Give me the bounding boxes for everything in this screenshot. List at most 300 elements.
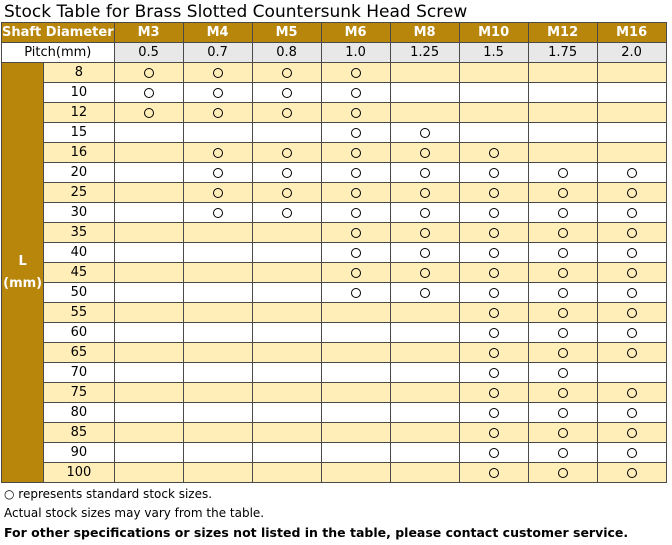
- stock-cell: [528, 123, 597, 143]
- stock-cell: [528, 343, 597, 363]
- pitch-label: Pitch(mm): [2, 43, 115, 63]
- stock-cell: [252, 203, 321, 223]
- stock-cell: [321, 183, 390, 203]
- stock-cell: [183, 303, 252, 323]
- stock-circle-icon: [489, 188, 499, 198]
- stock-circle-icon: [213, 68, 223, 78]
- stock-circle-icon: [489, 388, 499, 398]
- pitch-header-row: [2, 43, 667, 63]
- length-value: 65: [44, 343, 114, 363]
- stock-cell: [597, 403, 666, 423]
- disclaimer-note: Actual stock sizes may vary from the table.: [4, 506, 265, 520]
- stock-circle-icon: [558, 428, 568, 438]
- stock-cell: [597, 363, 666, 383]
- stock-circle-icon: [558, 468, 568, 478]
- stock-circle-icon: [351, 288, 361, 298]
- stock-circle-icon: [351, 68, 361, 78]
- stock-cell: [114, 383, 183, 403]
- size-header-m4: M4: [183, 23, 252, 43]
- stock-circle-icon: [627, 288, 637, 298]
- stock-cell: [597, 103, 666, 123]
- stock-cell: [459, 403, 528, 423]
- stock-cell: [528, 383, 597, 403]
- size-header-m12: M12: [528, 23, 597, 43]
- length-value: 55: [44, 303, 114, 323]
- stock-cell: [183, 283, 252, 303]
- stock-circle-icon: [489, 448, 499, 458]
- stock-cell: [321, 363, 390, 383]
- stock-cell: [183, 203, 252, 223]
- stock-circle-icon: [558, 248, 568, 258]
- length-value: 75: [44, 383, 114, 403]
- length-value: 8: [44, 63, 114, 83]
- stock-cell: [321, 103, 390, 123]
- stock-cell: [114, 83, 183, 103]
- stock-cell: [114, 183, 183, 203]
- stock-cell: [528, 363, 597, 383]
- page-title: Stock Table for Brass Slotted Countersunk Head Screw: [4, 2, 468, 22]
- stock-circle-icon: [420, 268, 430, 278]
- stock-cell: [459, 443, 528, 463]
- stock-cell: [321, 123, 390, 143]
- length-value: 16: [44, 143, 114, 163]
- stock-cell: [252, 343, 321, 363]
- stock-cell: [252, 383, 321, 403]
- pitch-value-m3: 0.5: [114, 43, 183, 63]
- stock-cell: [459, 123, 528, 143]
- stock-cell: [597, 443, 666, 463]
- stock-cell: [252, 223, 321, 243]
- stock-circle-icon: [282, 108, 292, 118]
- pitch-value-m5: 0.8: [252, 43, 321, 63]
- stock-circle-icon: [420, 288, 430, 298]
- stock-cell: [528, 63, 597, 83]
- stock-circle-icon: [489, 228, 499, 238]
- stock-cell: [252, 83, 321, 103]
- stock-circle-icon: [489, 428, 499, 438]
- stock-circle-icon: [144, 68, 154, 78]
- stock-circle-icon: [558, 448, 568, 458]
- stock-circle-icon: [558, 328, 568, 338]
- stock-cell: [183, 63, 252, 83]
- stock-circle-icon: [558, 368, 568, 378]
- stock-circle-icon: [213, 188, 223, 198]
- stock-cell: [528, 203, 597, 223]
- stock-cell: [390, 383, 459, 403]
- size-header-m3: M3: [114, 23, 183, 43]
- stock-cell: [321, 343, 390, 363]
- stock-cell: [114, 163, 183, 183]
- stock-circle-icon: [351, 88, 361, 98]
- stock-cell: [114, 243, 183, 263]
- stock-cell: [390, 103, 459, 123]
- stock-cell: [183, 363, 252, 383]
- stock-cell: [321, 463, 390, 483]
- stock-cell: [321, 143, 390, 163]
- pitch-value-m8: 1.25: [390, 43, 459, 63]
- stock-cell: [390, 283, 459, 303]
- stock-cell: [459, 203, 528, 223]
- stock-circle-icon: [558, 268, 568, 278]
- stock-circle-icon: [420, 208, 430, 218]
- table-row: [2, 423, 667, 443]
- table-row: [2, 103, 667, 123]
- stock-cell: [390, 303, 459, 323]
- table-row: [2, 303, 667, 323]
- stock-circle-icon: [420, 248, 430, 258]
- stock-cell: [459, 63, 528, 83]
- stock-cell: [321, 303, 390, 323]
- stock-cell: [528, 83, 597, 103]
- stock-cell: [114, 103, 183, 123]
- length-value: 45: [44, 263, 114, 283]
- length-value: 100: [44, 463, 114, 483]
- legend-note: ○ represents standard stock sizes.: [4, 487, 213, 501]
- stock-cell: [528, 223, 597, 243]
- stock-cell: [114, 303, 183, 323]
- stock-circle-icon: [420, 228, 430, 238]
- table-row: [2, 443, 667, 463]
- stock-cell: [114, 223, 183, 243]
- stock-cell: [390, 403, 459, 423]
- stock-cell: [459, 323, 528, 343]
- stock-cell: [183, 263, 252, 283]
- stock-circle-icon: [351, 208, 361, 218]
- stock-circle-icon: [351, 188, 361, 198]
- stock-cell: [183, 183, 252, 203]
- length-symbol: L: [18, 253, 27, 269]
- size-header-m8: M8: [390, 23, 459, 43]
- stock-circle-icon: [558, 308, 568, 318]
- stock-cell: [321, 443, 390, 463]
- stock-circle-icon: [627, 308, 637, 318]
- length-value: 30: [44, 203, 114, 223]
- stock-circle-icon: [213, 108, 223, 118]
- stock-circle-icon: [213, 208, 223, 218]
- stock-cell: [597, 323, 666, 343]
- stock-cell: [597, 223, 666, 243]
- table-row: [2, 363, 667, 383]
- stock-cell: [459, 263, 528, 283]
- stock-cell: [321, 403, 390, 423]
- stock-circle-icon: [627, 188, 637, 198]
- stock-circle-icon: [213, 148, 223, 158]
- stock-cell: [528, 243, 597, 263]
- stock-cell: [390, 263, 459, 283]
- stock-circle-icon: [558, 188, 568, 198]
- stock-cell: [321, 163, 390, 183]
- stock-cell: [597, 83, 666, 103]
- length-value: 50: [44, 283, 114, 303]
- stock-cell: [114, 403, 183, 423]
- length-value: 85: [44, 423, 114, 443]
- stock-cell: [183, 343, 252, 363]
- stock-circle-icon: [282, 88, 292, 98]
- stock-circle-icon: [627, 448, 637, 458]
- stock-cell: [390, 203, 459, 223]
- stock-cell: [459, 283, 528, 303]
- stock-cell: [114, 143, 183, 163]
- stock-cell: [252, 123, 321, 143]
- table-row: [2, 263, 667, 283]
- table-row: [2, 63, 667, 83]
- stock-cell: [390, 223, 459, 243]
- stock-cell: [114, 423, 183, 443]
- stock-cell: [597, 163, 666, 183]
- stock-circle-icon: [420, 168, 430, 178]
- stock-cell: [252, 443, 321, 463]
- stock-cell: [597, 303, 666, 323]
- stock-cell: [390, 83, 459, 103]
- stock-cell: [252, 103, 321, 123]
- stock-circle-icon: [351, 168, 361, 178]
- stock-cell: [252, 323, 321, 343]
- size-header-m5: M5: [252, 23, 321, 43]
- stock-circle-icon: [351, 248, 361, 258]
- stock-cell: [459, 163, 528, 183]
- stock-cell: [114, 283, 183, 303]
- stock-cell: [597, 63, 666, 83]
- stock-cell: [597, 143, 666, 163]
- stock-cell: [321, 203, 390, 223]
- table-row: [2, 143, 667, 163]
- stock-cell: [459, 243, 528, 263]
- stock-cell: [252, 283, 321, 303]
- stock-circle-icon: [558, 408, 568, 418]
- stock-cell: [459, 463, 528, 483]
- pitch-value-m12: 1.75: [528, 43, 597, 63]
- length-value: 80: [44, 403, 114, 423]
- stock-cell: [459, 303, 528, 323]
- stock-cell: [390, 243, 459, 263]
- stock-cell: [183, 243, 252, 263]
- stock-circle-icon: [489, 248, 499, 258]
- stock-cell: [597, 203, 666, 223]
- stock-cell: [390, 163, 459, 183]
- stock-cell: [459, 343, 528, 363]
- stock-cell: [114, 343, 183, 363]
- stock-cell: [321, 63, 390, 83]
- stock-cell: [459, 223, 528, 243]
- pitch-value-m16: 2.0: [597, 43, 666, 63]
- stock-cell: [390, 63, 459, 83]
- stock-cell: [252, 63, 321, 83]
- stock-cell: [390, 423, 459, 443]
- stock-cell: [252, 423, 321, 443]
- stock-cell: [459, 383, 528, 403]
- stock-cell: [528, 103, 597, 123]
- length-value: 20: [44, 163, 114, 183]
- stock-cell: [183, 323, 252, 343]
- length-value: 90: [44, 443, 114, 463]
- size-header-m6: M6: [321, 23, 390, 43]
- length-value: 40: [44, 243, 114, 263]
- stock-circle-icon: [558, 208, 568, 218]
- stock-cell: [321, 243, 390, 263]
- stock-circle-icon: [489, 348, 499, 358]
- stock-cell: [459, 103, 528, 123]
- stock-circle-icon: [282, 208, 292, 218]
- stock-cell: [528, 163, 597, 183]
- stock-cell: [390, 363, 459, 383]
- stock-cell: [321, 383, 390, 403]
- stock-circle-icon: [627, 408, 637, 418]
- stock-cell: [252, 163, 321, 183]
- stock-circle-icon: [351, 268, 361, 278]
- stock-cell: [528, 303, 597, 323]
- stock-circle-icon: [351, 128, 361, 138]
- length-value: 25: [44, 183, 114, 203]
- stock-cell: [183, 143, 252, 163]
- table-row: [2, 123, 667, 143]
- stock-circle-icon: [558, 388, 568, 398]
- stock-cell: [528, 423, 597, 443]
- size-header-row: [2, 23, 667, 43]
- stock-cell: [390, 323, 459, 343]
- stock-cell: [114, 463, 183, 483]
- stock-cell: [459, 183, 528, 203]
- pitch-value-m6: 1.0: [321, 43, 390, 63]
- stock-cell: [252, 403, 321, 423]
- stock-cell: [528, 403, 597, 423]
- stock-circle-icon: [213, 168, 223, 178]
- length-value: 12: [44, 103, 114, 123]
- stock-cell: [183, 463, 252, 483]
- stock-cell: [597, 343, 666, 363]
- stock-cell: [252, 143, 321, 163]
- stock-cell: [252, 463, 321, 483]
- stock-cell: [252, 243, 321, 263]
- stock-cell: [114, 263, 183, 283]
- stock-cell: [183, 163, 252, 183]
- stock-cell: [528, 143, 597, 163]
- stock-cell: [528, 263, 597, 283]
- stock-circle-icon: [489, 288, 499, 298]
- stock-circle-icon: [351, 108, 361, 118]
- stock-circle-icon: [627, 228, 637, 238]
- stock-circle-icon: [282, 68, 292, 78]
- contact-note: For other specifications or sizes not listed in the table, please contact customer service.: [4, 525, 629, 540]
- stock-circle-icon: [420, 188, 430, 198]
- stock-cell: [183, 443, 252, 463]
- stock-cell: [114, 63, 183, 83]
- stock-circle-icon: [282, 188, 292, 198]
- stock-circle-icon: [282, 148, 292, 158]
- stock-cell: [252, 263, 321, 283]
- stock-table: [1, 22, 667, 483]
- stock-cell: [114, 323, 183, 343]
- stock-cell: [597, 183, 666, 203]
- stock-circle-icon: [558, 288, 568, 298]
- length-value: 70: [44, 363, 114, 383]
- size-header-m10: M10: [459, 23, 528, 43]
- stock-circle-icon: [144, 88, 154, 98]
- table-row: [2, 223, 667, 243]
- stock-cell: [114, 123, 183, 143]
- stock-cell: [183, 123, 252, 143]
- stock-cell: [390, 443, 459, 463]
- length-value: 15: [44, 123, 114, 143]
- table-row: [2, 463, 667, 483]
- stock-circle-icon: [489, 168, 499, 178]
- stock-cell: [183, 423, 252, 443]
- stock-cell: [528, 463, 597, 483]
- stock-circle-icon: [627, 168, 637, 178]
- stock-cell: [321, 283, 390, 303]
- stock-cell: [597, 423, 666, 443]
- stock-cell: [459, 423, 528, 443]
- stock-cell: [597, 463, 666, 483]
- stock-cell: [114, 443, 183, 463]
- table-row: [2, 323, 667, 343]
- stock-cell: [597, 283, 666, 303]
- stock-cell: [597, 123, 666, 143]
- stock-cell: [597, 383, 666, 403]
- stock-circle-icon: [489, 308, 499, 318]
- table-row: [2, 343, 667, 363]
- stock-cell: [459, 363, 528, 383]
- stock-cell: [321, 83, 390, 103]
- table-row: [2, 83, 667, 103]
- stock-circle-icon: [144, 108, 154, 118]
- table-row: [2, 243, 667, 263]
- stock-cell: [321, 263, 390, 283]
- stock-cell: [390, 463, 459, 483]
- table-row: [2, 203, 667, 223]
- stock-cell: [321, 223, 390, 243]
- stock-circle-icon: [489, 208, 499, 218]
- stock-cell: [459, 83, 528, 103]
- stock-cell: [528, 283, 597, 303]
- length-value: 10: [44, 83, 114, 103]
- stock-cell: [597, 243, 666, 263]
- stock-circle-icon: [420, 128, 430, 138]
- table-row: [2, 383, 667, 403]
- table-row: [2, 403, 667, 423]
- stock-circle-icon: [627, 428, 637, 438]
- stock-cell: [528, 443, 597, 463]
- length-axis-label: [2, 63, 44, 483]
- shaft-diameter-label: Shaft Diameter: [2, 23, 115, 43]
- stock-circle-icon: [489, 408, 499, 418]
- stock-cell: [183, 403, 252, 423]
- stock-circle-icon: [489, 328, 499, 338]
- stock-circle-icon: [351, 228, 361, 238]
- stock-cell: [183, 223, 252, 243]
- stock-circle-icon: [489, 148, 499, 158]
- stock-cell: [252, 363, 321, 383]
- pitch-value-m4: 0.7: [183, 43, 252, 63]
- stock-circle-icon: [627, 248, 637, 258]
- stock-cell: [390, 143, 459, 163]
- stock-circle-icon: [282, 168, 292, 178]
- stock-circle-icon: [627, 468, 637, 478]
- stock-cell: [528, 323, 597, 343]
- length-value: 35: [44, 223, 114, 243]
- stock-cell: [390, 123, 459, 143]
- stock-circle-icon: [489, 268, 499, 278]
- stock-circle-icon: [213, 88, 223, 98]
- stock-cell: [183, 383, 252, 403]
- length-value: 60: [44, 323, 114, 343]
- stock-circle-icon: [627, 348, 637, 358]
- table-row: [2, 183, 667, 203]
- table-row: [2, 283, 667, 303]
- stock-cell: [114, 363, 183, 383]
- stock-cell: [597, 263, 666, 283]
- size-header-m16: M16: [597, 23, 666, 43]
- stock-circle-icon: [627, 268, 637, 278]
